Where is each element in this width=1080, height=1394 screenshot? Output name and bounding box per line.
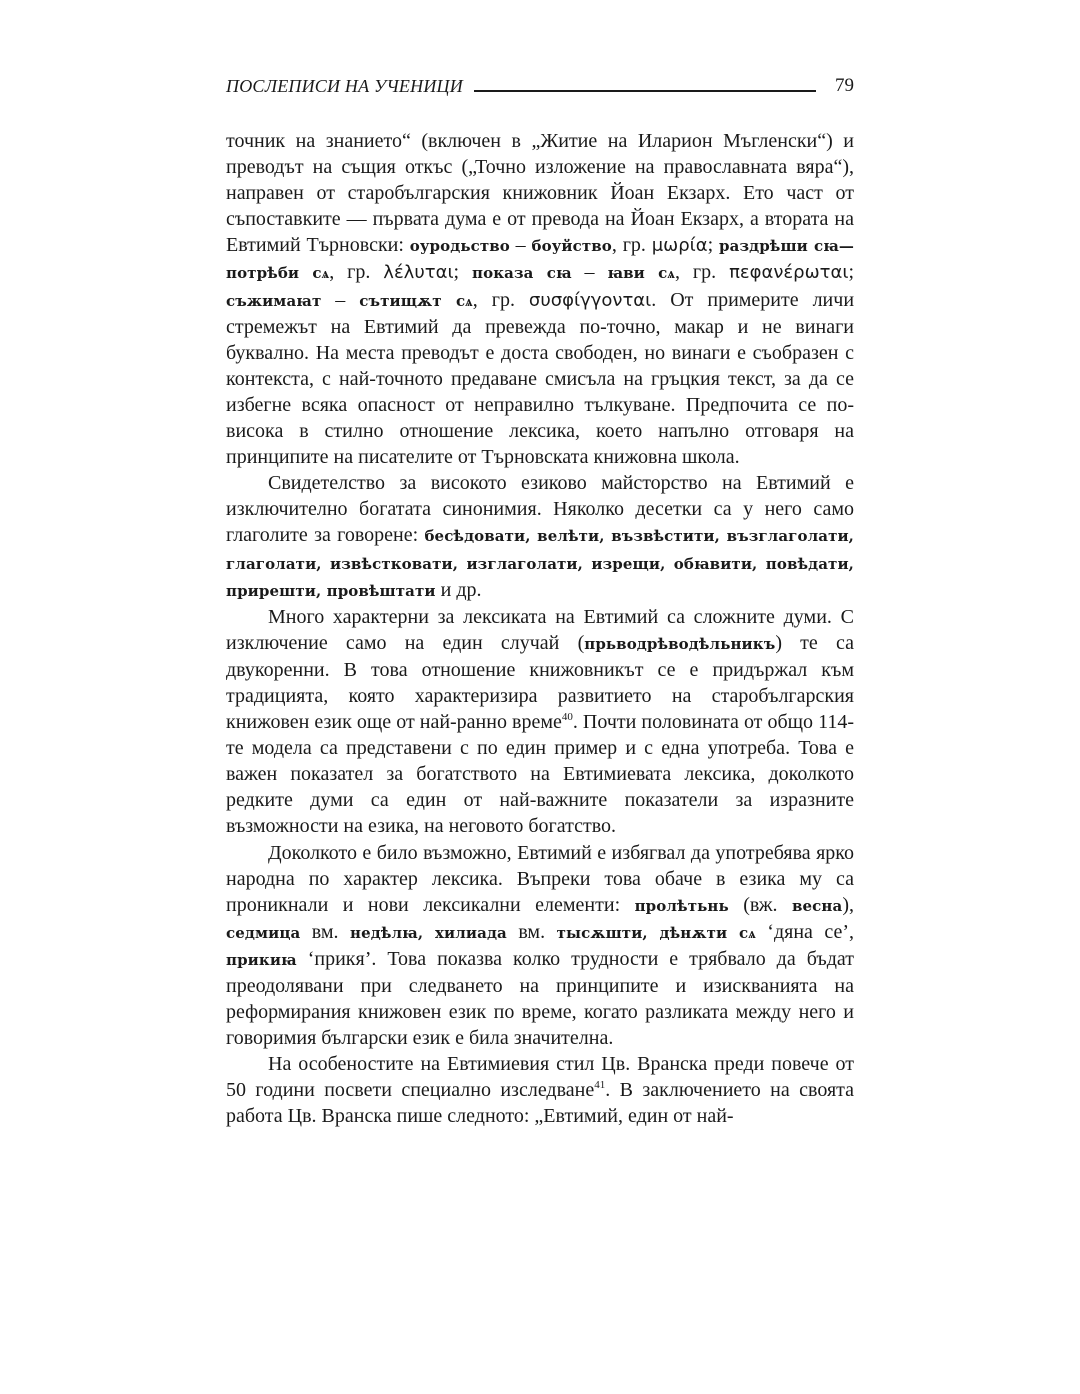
- church-slavonic-term: ꙗви сѧ: [607, 264, 675, 283]
- body-text-run: и др.: [435, 578, 482, 601]
- body-text-run: ) те са двукоренни. В това отношение книжовникът се е придържал към традицията, която характеризира развитието на старобългарския книжовен език още от най-ранно време: [226, 631, 854, 734]
- paragraph: [226, 470, 854, 603]
- body-text-run: На особеностите на Евтимиевия стил Цв. Вранска преди повече от 50 години посвети специално изследване: [226, 1053, 854, 1102]
- body-text-run: . От примерите личи стремежът на Евтимий да превежда по-точно, макар и не винаги буквално. На места преводът е доста свободен, но винаги е съобразен с контекста, с най-точното предаване смисъла на гръцкия текст, за да се избегне всяка опасност от неправилно тълкуване. Предпочита се по-висока в стилно отношение лексика, което напълно отговаря на принципите на писателите от Търновската книжовна школа.: [226, 288, 855, 469]
- church-slavonic-term: прьводрѣводѣльникъ: [584, 634, 776, 653]
- church-slavonic-term: недѣлꙗ, хилиада: [350, 923, 507, 942]
- body-text-run: точник на знанието“ (включен в „Житие на Иларион Мъгленски“) и преводът на същия откъс („Точно изложение на православната вяра“), направен от старобългарския книжовник Йоан Екзарх. Ето част от съпоставките — първата дума е от превода на Йоан Екзарх, а втората на Евтимий Търновски:: [226, 130, 854, 257]
- church-slavonic-term: сътищѫт сѧ: [359, 291, 473, 310]
- body-text-run: ‘дяна се’,: [755, 920, 855, 943]
- body-text-run: , гр.: [472, 288, 529, 311]
- paragraph: [226, 128, 854, 470]
- church-slavonic-term: бесѣдовати, велѣти, възвѣстити, възглаголати, глаголати, извѣстковати, изглаголати, изрещи, обꙗвити, повѣдати, прирешти, провѣштати: [226, 527, 855, 600]
- paragraph: [226, 840, 854, 1052]
- church-slavonic-term: прикиꙗ: [226, 950, 297, 969]
- church-slavonic-term: съжимаꙗт: [226, 291, 322, 310]
- body-text-run: вм.: [506, 920, 557, 943]
- page-number: 79: [835, 75, 854, 96]
- body-text-run: –: [321, 288, 360, 311]
- body-text-run: ;: [848, 261, 855, 284]
- church-slavonic-term: раздрѣши сꙗ—потрѣби сѧ: [226, 237, 855, 283]
- body-text-run: –: [571, 261, 608, 284]
- greek-term: λέλυται: [383, 262, 454, 284]
- church-slavonic-term: седмица: [226, 923, 301, 942]
- footnote-ref: 40: [561, 711, 573, 724]
- body-text-run: , гр.: [329, 261, 384, 284]
- header-rule: [474, 90, 816, 92]
- greek-term: μωρία: [651, 235, 708, 257]
- page-header: [226, 74, 854, 100]
- body-text-run: , гр.: [611, 234, 652, 257]
- body-text-run: ;: [453, 261, 473, 284]
- body-text-run: , гр.: [675, 261, 730, 284]
- church-slavonic-term: тысѫшти, дѣнѫти сѧ: [556, 923, 756, 942]
- paragraph: [226, 1051, 854, 1129]
- body-text-run: . Почти половината от общо 114-те модела са представени с по един пример и с една употреба. Това е важен показател за богатството на Евтимиевата лексика, доколкото редките думи са един от най-важните показатели за изразните възможности на езика, на неговото богатство.: [226, 711, 855, 838]
- body-text-run: . В заключението на своята работа Цв. Вранска пише следното: „Евтимий, един от най-: [226, 1079, 854, 1128]
- church-slavonic-term: весна: [792, 896, 843, 915]
- body-text-run: ),: [842, 893, 854, 916]
- body-text-run: ‘прикя’. Това показва колко трудности е трябвало да бъдат преодолявани при следването на принципите и изискванията на реформирания книжовен език по време, когато разликата между него и говоримия български език е била значителна.: [226, 947, 854, 1050]
- church-slavonic-term: пролѣтьнь: [634, 896, 729, 915]
- body-text-run: (вж.: [728, 893, 792, 916]
- body-text-run: –: [509, 234, 532, 257]
- paragraph: [226, 604, 854, 840]
- body-text-run: вм.: [300, 920, 351, 943]
- body-text-run: ;: [707, 234, 720, 257]
- greek-term: πεφανέρωται: [729, 262, 849, 284]
- footnote-ref: 41: [594, 1079, 606, 1092]
- running-title: ПОСЛЕПИСИ НА УЧЕНИЦИ: [226, 76, 463, 96]
- body-text-run: Доколкото е било възможно, Евтимий е избягвал да употребява ярко народна по характер лексика. Въпреки това обаче в езика му са проникнали и нови лексикални елементи:: [226, 841, 854, 916]
- church-slavonic-term: боуйство: [531, 237, 612, 256]
- body-text: [226, 128, 854, 1130]
- body-text-run: Много характерни за лексиката на Евтимий са сложните думи. С изключение само на един случай (: [226, 605, 854, 654]
- greek-term: συσφίγγονται: [528, 289, 652, 311]
- body-text-run: Свидетелство за високото езиково майсторство на Евтимий е изключително богатата синонимия. Няколко десетки са у него само глаголите за говорене:: [226, 472, 854, 547]
- church-slavonic-term: оуродьство: [409, 237, 510, 256]
- church-slavonic-term: показа сꙗ: [472, 264, 572, 283]
